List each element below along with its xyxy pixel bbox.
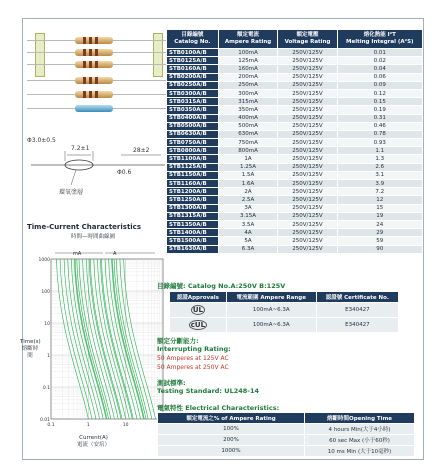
fuse-icon: [27, 105, 167, 112]
cell-melting: 0.04: [337, 65, 422, 73]
cell-ampere: 800mA: [218, 147, 278, 155]
spec-table: [166, 29, 423, 254]
fuse-product-photo: [27, 25, 167, 145]
table-row: [167, 212, 423, 220]
cell-melting: 0.78: [337, 130, 422, 138]
cell-ampere: 5A: [218, 237, 278, 245]
y-tick-label: 0.1: [42, 386, 50, 391]
cell-voltage: 250V/125V: [278, 89, 337, 97]
x-axis-label: Current(A) 電流（安培）: [77, 435, 111, 448]
cell-ampere: 100mA: [218, 49, 278, 57]
cell-melting: 0.46: [337, 122, 422, 130]
cell-voltage: 250V/125V: [278, 49, 337, 57]
cell-catalog: STB1500A/B: [167, 237, 219, 245]
cell-melting: 2.6: [337, 163, 422, 171]
y-tick-label: 1: [47, 354, 50, 359]
cell-melting: 0.01: [337, 49, 422, 57]
dim-lead-diameter: Φ0.6: [117, 169, 132, 176]
cell-voltage: 250V/125V: [278, 245, 337, 253]
x-tick-label: 10: [122, 423, 129, 428]
cell-melting: 0.93: [337, 139, 422, 147]
table-row: [167, 147, 423, 155]
cell-voltage: 250V/125V: [278, 180, 337, 188]
fuse-icon: [27, 37, 167, 44]
cell-ampere: 3.15A: [218, 212, 278, 220]
cell-ampere: 500mA: [218, 122, 278, 130]
cell-catalog: STB0125A/B: [167, 57, 219, 65]
cell-catalog: STB1300A/B: [167, 204, 219, 212]
cell-ampere: 3A: [218, 204, 278, 212]
cell-catalog: STB1630A/B: [167, 245, 219, 253]
y-tick-label: 10: [44, 322, 50, 327]
cert-table: [169, 291, 399, 333]
cell-melting: 1.1: [337, 147, 422, 155]
y-tick-label: 0.01: [39, 418, 50, 423]
electrical-title: 電氣特性 Electrical Characteristics:: [157, 404, 280, 412]
table-row: [167, 180, 423, 188]
catalog-title: 目錄編號: Catalog No.A:250V B:125V: [157, 282, 286, 290]
cell-ampere: 1.6A: [218, 180, 278, 188]
cell-ampere: 1.25A: [218, 163, 278, 171]
table-row: [167, 204, 423, 212]
cell-ampere: 250mA: [218, 81, 278, 89]
y-axis-label: Time(s) 熔斷時間: [20, 339, 41, 359]
tc-chart-subtitle: 時間—時間曲線圖: [71, 234, 116, 240]
table-row: [167, 139, 423, 147]
cell-ampere: 200mA: [218, 73, 278, 81]
cell-catalog: STB1160A/B: [167, 180, 219, 188]
cell-melting: 1.3: [337, 155, 422, 163]
cell-catalog: STB1400A/B: [167, 229, 219, 237]
cell-catalog: STB0300A/B: [167, 89, 219, 97]
cell-catalog: STB0750A/B: [167, 139, 219, 147]
cell-voltage: 250V/125V: [278, 130, 337, 138]
interrupting-title: 額定分斷能力: Interrupting Rating:: [157, 337, 231, 353]
cell-melting: 24: [337, 220, 422, 228]
table-row: UL 100mA~6.3A E340427: [170, 303, 399, 318]
table-row: [167, 237, 423, 245]
cell-voltage: 250V/125V: [278, 57, 337, 65]
cell-catalog: STB1200A/B: [167, 188, 219, 196]
table-row: [167, 81, 423, 89]
table-row: [167, 220, 423, 228]
table-row: [167, 163, 423, 171]
cell-ampere: 750mA: [218, 139, 278, 147]
y-tick-label: 1000: [38, 258, 50, 263]
cell-melting: 3.9: [337, 180, 422, 188]
table-row: [167, 229, 423, 237]
dim-lead-length: 28±2: [133, 147, 150, 154]
cell-melting: 0.06: [337, 73, 422, 81]
cell-ampere: 3.5A: [218, 220, 278, 228]
col-header-melting: 熔化熱能 I²T Melting Integral (A²S): [337, 30, 422, 49]
cell-ampere: 350mA: [218, 106, 278, 114]
cell-ampere: 4A: [218, 229, 278, 237]
cell-ampere: 630mA: [218, 130, 278, 138]
cell-voltage: 250V/125V: [278, 106, 337, 114]
spec-table-body: [167, 49, 423, 254]
cell-catalog: STB0500A/B: [167, 122, 219, 130]
cell-ampere: 160mA: [218, 65, 278, 73]
cell-catalog: STB1100A/B: [167, 155, 219, 163]
col-header-ampere: 額定電流 Ampere Rating: [218, 30, 278, 49]
table-row: [167, 57, 423, 65]
series-label-ma: mA: [73, 251, 82, 257]
cell-melting: 3.1: [337, 171, 422, 179]
table-row: cUL 100mA~6.3A E340427: [170, 318, 399, 333]
dim-diameter: Φ3.0±0.5: [27, 137, 56, 144]
cell-melting: 90: [337, 245, 422, 253]
cell-catalog: STB0160A/B: [167, 65, 219, 73]
cell-melting: 0.31: [337, 114, 422, 122]
series-label-a: A: [113, 251, 117, 257]
dim-body-length: 7.2±1: [71, 145, 90, 152]
cell-catalog: STB0800A/B: [167, 147, 219, 155]
cell-melting: 0.12: [337, 89, 422, 97]
cell-catalog: STB1250A/B: [167, 196, 219, 204]
table-row: [167, 89, 423, 97]
table-row: [167, 98, 423, 106]
table-row: [167, 155, 423, 163]
cell-voltage: 250V/125V: [278, 229, 337, 237]
cell-voltage: 250V/125V: [278, 212, 337, 220]
testing-title: 測試標準: Testing Standard: UL248-14: [157, 379, 260, 395]
col-header-catalog: 目錄編號 Catalog No.: [167, 30, 219, 49]
table-row: [167, 130, 423, 138]
table-row: [167, 106, 423, 114]
cell-catalog: STB0350A/B: [167, 106, 219, 114]
cell-ampere: 2A: [218, 188, 278, 196]
cell-catalog: STB1150A/B: [167, 171, 219, 179]
cell-voltage: 250V/125V: [278, 237, 337, 245]
cert-header-certno: 認證號 Certificate No.: [316, 292, 398, 303]
table-row: 100% 4 hours Min(大于4小時): [158, 424, 415, 435]
cell-catalog: STB0315A/B: [167, 98, 219, 106]
time-current-chart: [38, 245, 169, 431]
cell-voltage: 250V/125V: [278, 65, 337, 73]
cell-voltage: 250V/125V: [278, 220, 337, 228]
chart-frame: [51, 259, 163, 419]
cell-ampere: 315mA: [218, 98, 278, 106]
cell-voltage: 250V/125V: [278, 204, 337, 212]
cell-melting: 0.02: [337, 57, 422, 65]
cell-voltage: 250V/125V: [278, 147, 337, 155]
table-row: [167, 171, 423, 179]
cell-melting: 15: [337, 204, 422, 212]
cell-melting: 0.15: [337, 98, 422, 106]
cell-voltage: 250V/125V: [278, 114, 337, 122]
cell-catalog: STB1315A/B: [167, 212, 219, 220]
fuse-icon: [27, 77, 167, 84]
table-row: [167, 65, 423, 73]
elec-header-time: 熔斷時間Opening Time: [305, 413, 415, 424]
cell-melting: 0.09: [337, 81, 422, 89]
cell-ampere: 300mA: [218, 89, 278, 97]
cul-mark-icon: cUL: [170, 318, 227, 333]
cell-ampere: 125mA: [218, 57, 278, 65]
dimension-drawing: [27, 137, 165, 207]
table-row: [167, 196, 423, 204]
table-row: [167, 122, 423, 130]
fuse-icon: [27, 61, 167, 68]
cell-voltage: 250V/125V: [278, 81, 337, 89]
cell-catalog: STB1125A/B: [167, 163, 219, 171]
cell-voltage: 250V/125V: [278, 155, 337, 163]
cell-ampere: 1.5A: [218, 171, 278, 179]
cell-ampere: 400mA: [218, 114, 278, 122]
datasheet-page: [22, 18, 424, 460]
cell-ampere: 6.3A: [218, 245, 278, 253]
cell-voltage: 250V/125V: [278, 122, 337, 130]
dim-coating-note: 環氧塗層: [59, 189, 84, 196]
fuse-icon: [27, 91, 167, 98]
cell-melting: 7.2: [337, 188, 422, 196]
table-row: 200% 60 sec Max (小于60秒): [158, 435, 415, 446]
cell-melting: 12: [337, 196, 422, 204]
cell-catalog: STB0200A/B: [167, 73, 219, 81]
table-row: [167, 114, 423, 122]
cell-voltage: 250V/125V: [278, 171, 337, 179]
cell-voltage: 250V/125V: [278, 196, 337, 204]
cell-voltage: 250V/125V: [278, 163, 337, 171]
cell-catalog: STB0100A/B: [167, 49, 219, 57]
cell-melting: 29: [337, 229, 422, 237]
table-row: [167, 49, 423, 57]
elec-header-percent: 額定電流之% of Ampere Rating: [158, 413, 305, 424]
cell-catalog: STB0250A/B: [167, 81, 219, 89]
cell-melting: 0.19: [337, 106, 422, 114]
interrupting-line-2: 50 Amperes at 250V AC: [157, 364, 229, 371]
cell-ampere: 1A: [218, 155, 278, 163]
table-row: [167, 73, 423, 81]
x-tick-label: 1: [86, 423, 90, 428]
y-tick-label: 100: [41, 290, 50, 295]
electrical-table: [157, 412, 415, 457]
tc-chart-title: Time-Current Characteristics: [27, 223, 142, 231]
x-tick-label: 0.1: [47, 423, 55, 428]
cell-catalog: STB0400A/B: [167, 114, 219, 122]
cell-melting: 19: [337, 212, 422, 220]
cell-voltage: 250V/125V: [278, 98, 337, 106]
cell-voltage: 250V/125V: [278, 73, 337, 81]
cell-voltage: 250V/125V: [278, 188, 337, 196]
cell-ampere: 2.5A: [218, 196, 278, 204]
fuse-icon: [27, 49, 167, 56]
cell-voltage: 250V/125V: [278, 139, 337, 147]
table-row: [167, 188, 423, 196]
ul-mark-icon: UL: [170, 303, 227, 318]
table-row: [167, 245, 423, 253]
col-header-voltage: 額定電壓 Voltage Rating: [278, 30, 337, 49]
cell-catalog: STB1350A/B: [167, 220, 219, 228]
cert-header-approvals: 認證Approvals: [170, 292, 227, 303]
table-row: 1000% 10 ms Min (大于10毫秒): [158, 446, 415, 457]
cert-header-range: 電流範圍 Ampere Range: [226, 292, 316, 303]
cell-melting: 59: [337, 237, 422, 245]
interrupting-line-1: 50 Amperes at 125V AC: [157, 355, 229, 362]
cell-catalog: STB0630A/B: [167, 130, 219, 138]
